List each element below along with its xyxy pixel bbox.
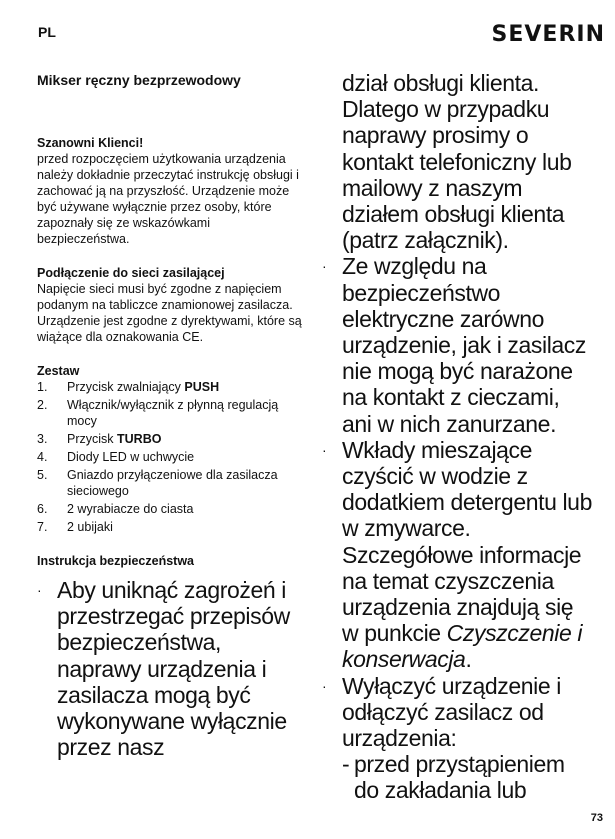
list-item: · Aby uniknąć zagrożeń i przestrzegać przepisów bezpieczeństwa, naprawy urządzenia i zasilacza mogą być wykonywane wyłącznie przez nasz: [37, 577, 290, 761]
list-item: 5. Gniazdo przyłączeniowe dla zasilacza sieciowego: [37, 468, 278, 498]
page-number: 73: [590, 812, 603, 824]
set-heading: Zestaw: [37, 364, 80, 378]
power-section: [37, 265, 302, 345]
list-item: 6. 2 wyrabiacze do ciasta: [37, 502, 194, 516]
set-section: [37, 363, 302, 535]
list-item: · Wkłady mieszające czyścić w wodzie z dodatkiem detergentu lub w zmywarce. Szczegółowe informacje na temat czyszczenia urządzenia znajdują się w punkcie Czyszczenie i konserwacja.: [322, 436, 592, 673]
bullet-icon: ·: [37, 582, 42, 598]
safety-heading: Instrukcja bezpieczeństwa: [37, 554, 195, 568]
document-title: Mikser ręczny bezprzewodowy: [37, 72, 241, 88]
list-item: 4. Diody LED w uchwycie: [37, 450, 195, 464]
bullet-icon: ·: [322, 677, 327, 694]
sub-list-item: - przed przystąpieniem do zakładania lub: [342, 751, 565, 804]
intro-heading: Szanowni Klienci!: [37, 136, 144, 150]
list-item: 2. Włącznik/wyłącznik z płynną regulacją mocy: [37, 398, 279, 428]
right-column: [322, 70, 592, 804]
list-item: 7. 2 ubijaki: [37, 520, 113, 534]
set-list: [37, 379, 302, 535]
intro-text: przed rozpoczęciem użytkowania urządzenia należy dokładnie przeczytać instrukcję obsługi i zachować ją na przyszłość. Urządzenie może być używane wyłącznie przez osoby, które zapoznały się ze wskazówkami bezpieczeństwa.: [37, 152, 299, 246]
power-text: Napięcie sieci musi być zgodne z napięciem podanym na tabliczce znamionowej zasilacza. Urządzenie jest zgodne z dyrektywami, które są wiążące dla oznakowania CE.: [37, 282, 302, 344]
list-item: 1. Przycisk zwalniający PUSH: [37, 380, 220, 394]
power-heading: Podłączenie do sieci zasilającej: [37, 266, 225, 280]
list-item: 3. Przycisk TURBO: [37, 432, 162, 446]
safety-list-right: [322, 253, 592, 803]
severin-logo: SEVERIN: [491, 22, 605, 47]
list-item: · Ze względu na bezpieczeństwo elektryczne zarówno urządzenie, jak i zasilacz nie mogą być narażone na kontakt z cieczami, ani w nich zanurzane.: [322, 253, 586, 437]
language-code: PL: [38, 24, 56, 40]
bullet-icon: ·: [322, 441, 327, 458]
safety-list-left: [37, 577, 302, 760]
left-column: [37, 72, 302, 760]
bullet-icon: ·: [322, 258, 327, 275]
bullet-continuation: dział obsługi klienta. Dlatego w przypadku naprawy prosimy o kontakt telefoniczny lub mailowy z naszym działem obsługi klienta (patrz załącznik).: [342, 70, 572, 254]
intro-section: [37, 135, 302, 247]
list-item: · Wyłączyć urządzenie i odłączyć zasilacz od urządzenia: - przed przystąpieniem do zakładania lub: [322, 673, 592, 804]
